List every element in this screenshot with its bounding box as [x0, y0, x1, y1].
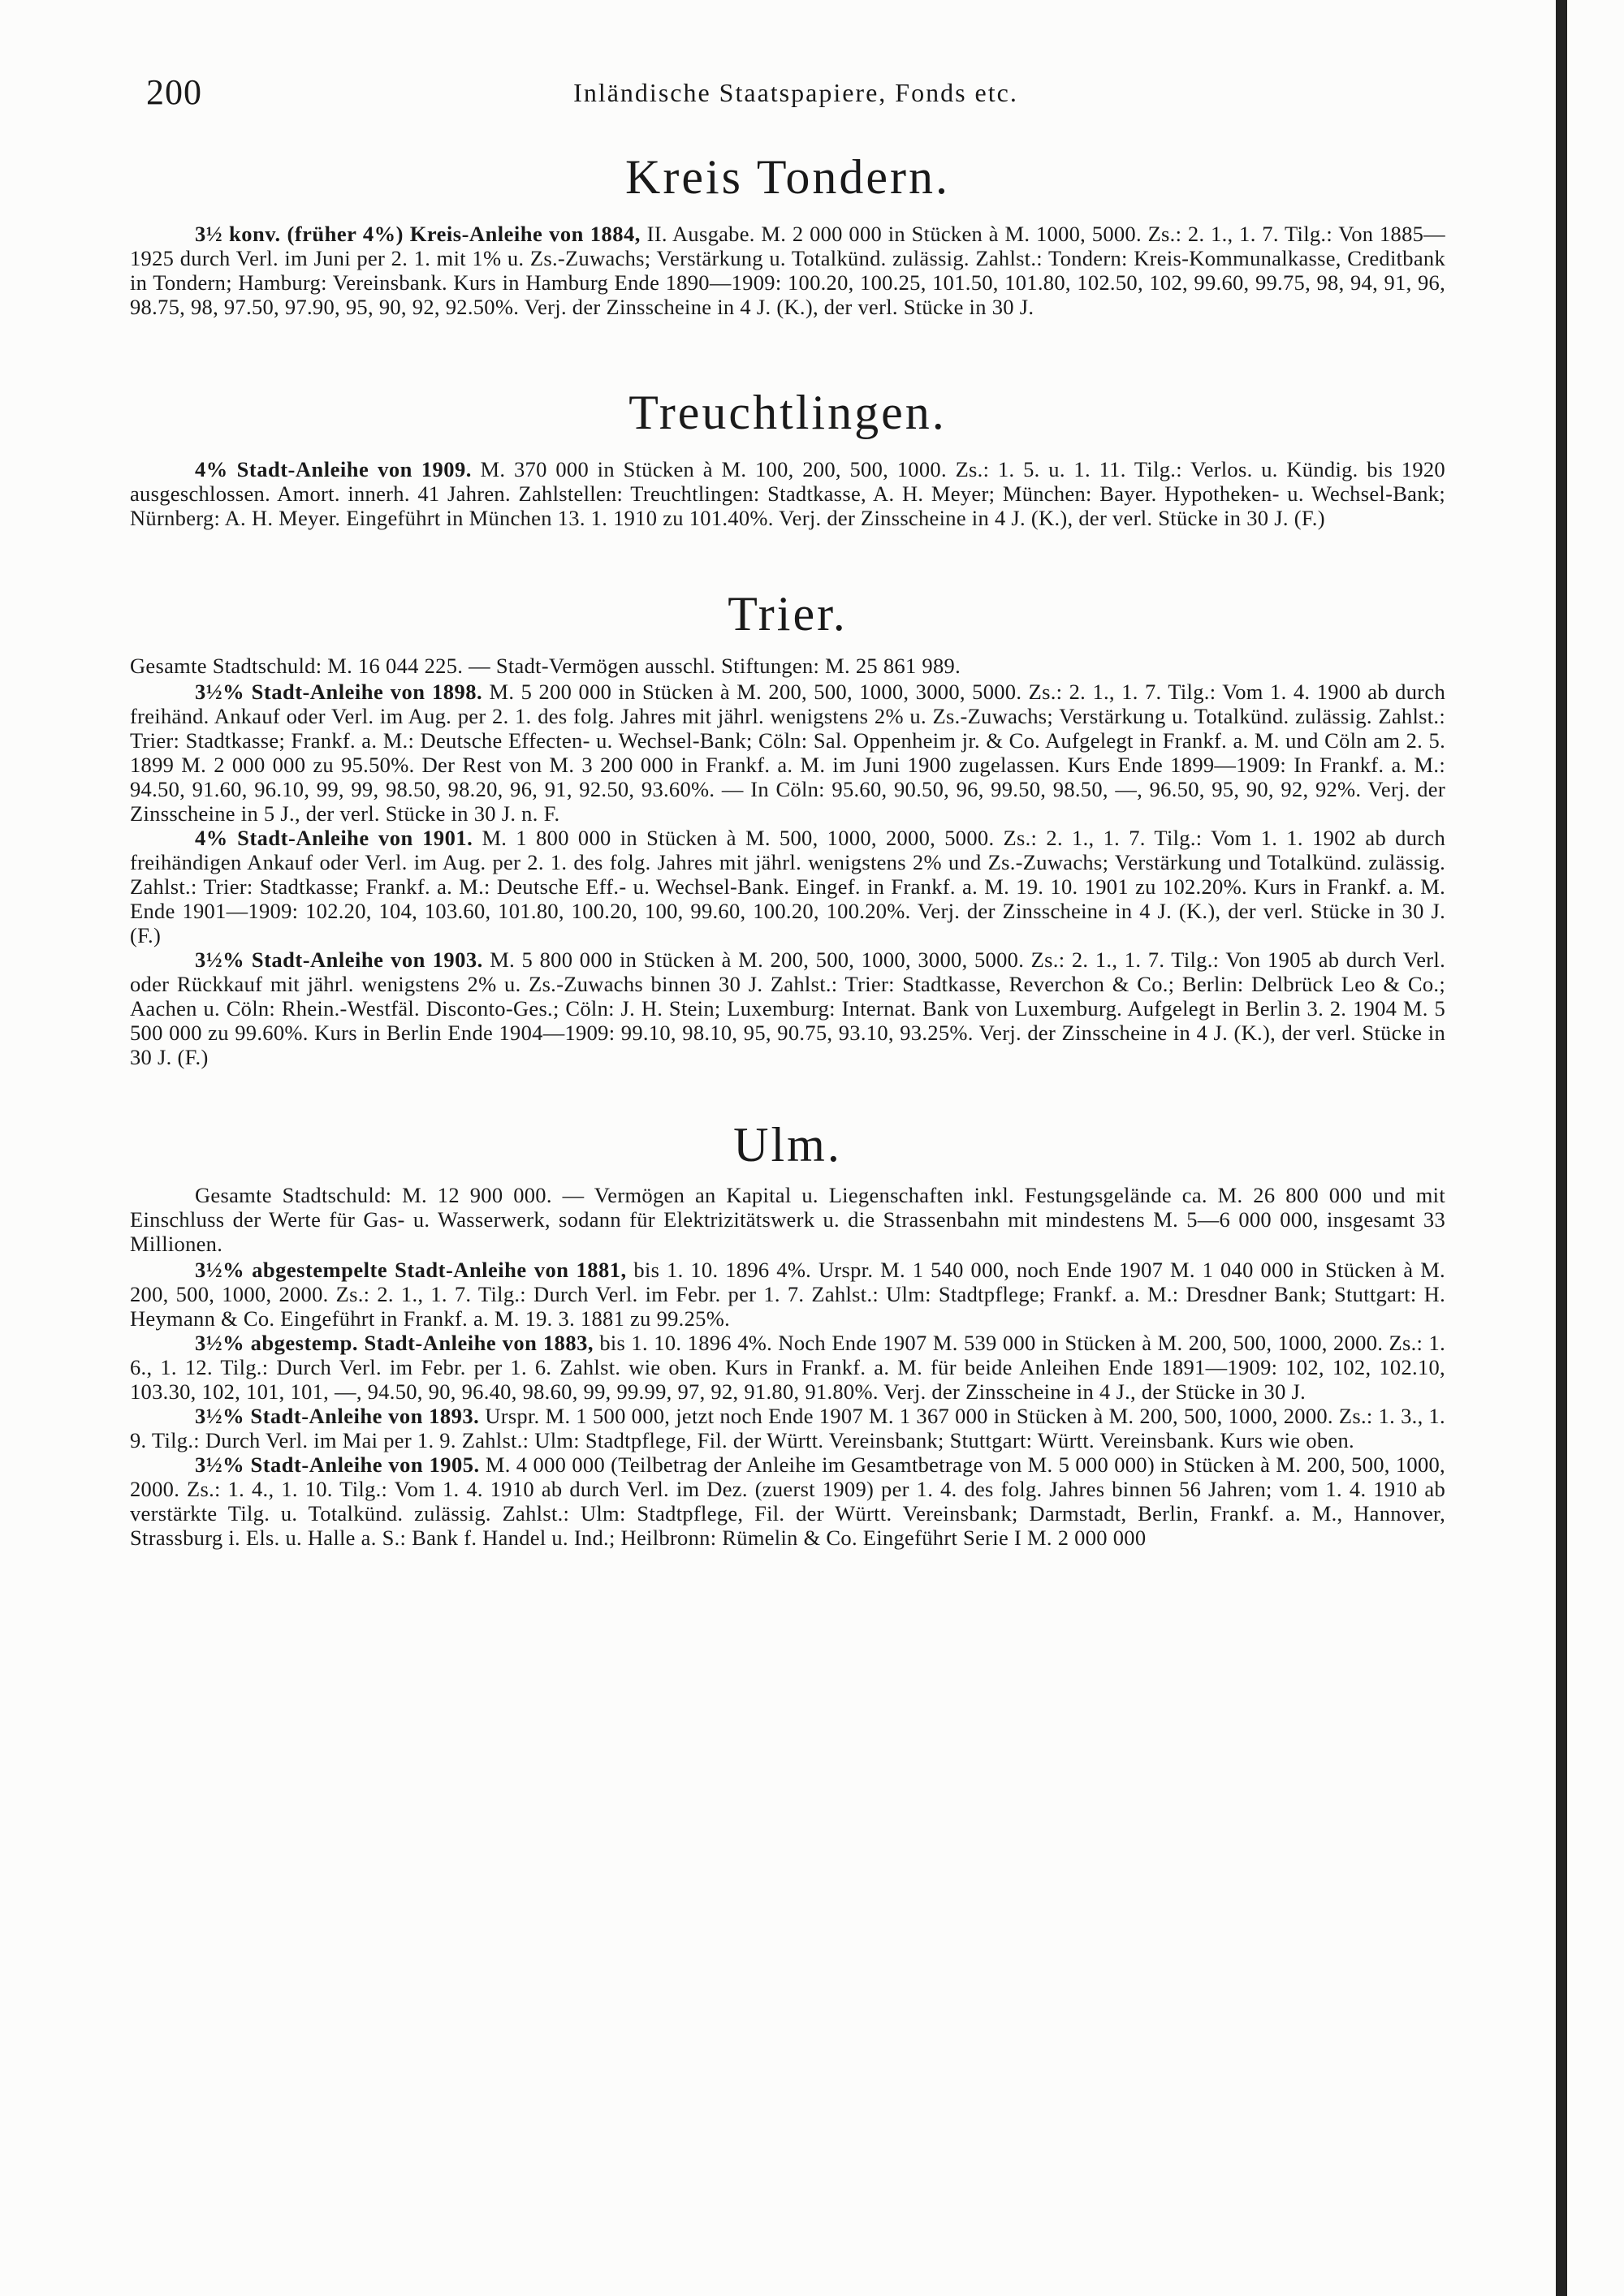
- section-ulm: [130, 1118, 1445, 1550]
- bond-entry: [130, 826, 1445, 947]
- section-trier: [130, 587, 1445, 1069]
- bond-text: M. 1 800 000 in Stücken à M. 500, 1000, 2000, 5000. Zs.: 2. 1., 1. 7. Tilg.: Vom 1. 1. 1902 ab durch freihändigen Ankauf oder Verl. im Aug. per 2. 1. des folg. Jahres mit jährl. wenigstens 2% und Zs.-Zuwachs; Verstärkung und Totalkünd. zulässig. Zahlst.: Trier: Stadtkasse; Frankf. a. M.: Deutsche Eff.- u. Wechsel-Bank. Eingef. in Frankf. a. M. 19. 10. 1901 zu 102.20%. Kurs in Frankf. a. M. Ende 1901—1909: 102.20, 104, 103.60, 101.80, 100.20, 100, 99.60, 100.20, 100.20%. Verj. der Zinsscheine in 4 J. (K.), der verl. Stücke in 30 J. (F.): [130, 826, 1445, 947]
- bond-title: 4% Stadt-Anleihe von 1901.: [195, 826, 473, 850]
- bond-text: M. 5 200 000 in Stücken à M. 200, 500, 1000, 3000, 5000. Zs.: 2. 1., 1. 7. Tilg.: Vom 1. 4. 1900 ab durch freihänd. Ankauf oder Verl. im Aug. per 2. 1. des folg. Jahres mit jährl. wenigstens 2% u. Zs.-Zuwachs; Verstärkung u. Totalkünd. zulässig. Zahlst.: Trier: Stadtkasse; Frankf. a. M.: Deutsche Effecten- u. Wechsel-Bank; Cöln: Sal. Oppenheim jr. & Co. Aufgelegt in Frankf. a. M. und Cöln am 2. 5. 1899 M. 2 000 000 zu 95.50%. Der Rest von M. 3 200 000 in Frankf. a. M. im Juni 1900 zugelassen. Kurs Ende 1899—1909: In Frankf. a. M.: 94.50, 91.60, 96.10, 99, 99, 98.50, 98.20, 96, 91, 92.50, 93.60%. — In Cöln: 95.60, 90.50, 96, 99.50, 98.50, —, 96.50, 95, 90, 92, 92%. Verj. der Zinsscheine in 5 J., der verl. Stücke in 30 J. n. F.: [130, 680, 1445, 826]
- bond-text: M. 370 000 in Stücken à M. 100, 200, 500, 1000. Zs.: 1. 5. u. 1. 11. Tilg.: Verlos. u. Kündig. bis 1920 ausgeschlossen. Amort. innerh. 41 Jahren. Zahlstellen: Treuchtlingen: Stadtkasse, A. H. Meyer; München: Bayer. Hypotheken- u. Wechsel-Bank; Nürnberg: A. H. Meyer. Eingeführt in München 13. 1. 1910 zu 101.40%. Verj. der Zinsscheine in 4 J. (K.), der verl. Stücke in 30 J. (F.): [130, 457, 1445, 530]
- bond-title: 3½% abgestempelte Stadt-Anleihe von 1881,: [195, 1258, 627, 1282]
- bond-entry: [130, 1331, 1445, 1404]
- bond-entry: [130, 1404, 1445, 1452]
- bond-text: II. Ausgabe. M. 2 000 000 in Stücken à M. 1000, 5000. Zs.: 2. 1., 1. 7. Tilg.: Von 1885—1925 durch Verl. im Juni per 2. 1. mit 1% u. Zs.-Zuwachs; Verstärkung u. Totalkünd. zulässig. Zahlst.: Tondern: Kreis-Kommunalkasse, Creditbank in Tondern; Hamburg: Vereinsbank. Kurs in Hamburg Ende 1890—1909: 100.20, 100.25, 101.50, 101.80, 102.50, 102, 99.60, 99.75, 98, 94, 91, 96, 98.75, 98, 97.50, 97.90, 95, 90, 92, 92.50%. Verj. der Zinsscheine in 4 J. (K.), der verl. Stücke in 30 J.: [130, 222, 1445, 319]
- page-edge-shadow: [1556, 0, 1567, 2296]
- bond-entry: [130, 680, 1445, 826]
- bond-entry: [130, 222, 1445, 319]
- page-number: 200: [146, 72, 202, 112]
- bond-title: 3½% Stadt-Anleihe von 1893.: [195, 1404, 480, 1428]
- bond-title: 3½% Stadt-Anleihe von 1905.: [195, 1452, 480, 1477]
- bond-text: M. 5 800 000 in Stücken à M. 200, 500, 1000, 3000, 5000. Zs.: 2. 1., 1. 7. Tilg.: Von 1905 ab durch Verl. oder Rückkauf mit jährl. wenigstens 2% u. Zs.-Zuwachs binnen 30 J. Zahlst.: Trier: Stadtkasse, Reverchon & Co.; Berlin: Delbrück Leo & Co.; Aachen u. Cöln: Rhein.-Westfäl. Disconto-Ges.; Cöln: J. H. Stein; Luxemburg: Internat. Bank von Luxemburg. Aufgelegt in Berlin 3. 2. 1904 M. 5 500 000 zu 99.60%. Kurs in Berlin Ende 1904—1909: 99.10, 98.10, 95, 90.75, 93.10, 93.25%. Verj. der Zinsscheine in 4 J. (K.), der verl. Stücke in 30 J. (F.): [130, 947, 1445, 1069]
- section-heading: Trier.: [728, 587, 848, 641]
- section-heading: Treuchtlingen.: [628, 386, 947, 439]
- section-heading: Kreis Tondern.: [625, 150, 950, 204]
- page-content: [130, 150, 1445, 1550]
- section-kreis-tondern: [130, 150, 1445, 319]
- bond-text: M. 4 000 000 (Teilbetrag der Anleihe im Gesamtbetrage von M. 5 000 000) in Stücken à M. 200, 500, 1000, 2000. Zs.: 1. 4., 1. 10. Tilg.: Vom 1. 4. 1910 ab durch Verl. im Dez. (zuerst 1909) per 1. 4. des folg. Jahres binnen 56 Jahren; vom 1. 4. 1910 ab verstärkte Tilg. u. Totalkünd. zulässig. Zahlst.: Ulm: Stadtpflege, Fil. der Württ. Vereinsbank; Darmstadt, Berlin, Frankf. a. M., Hannover, Strassburg i. Els. u. Halle a. S.: Bank f. Handel u. Ind.; Heilbronn: Rümelin & Co. Eingeführt Serie I M. 2 000 000: [130, 1452, 1445, 1550]
- section-heading: Ulm.: [733, 1118, 842, 1172]
- bond-entry: [130, 1258, 1445, 1331]
- bond-entry: [130, 1452, 1445, 1550]
- bond-text: bis 1. 10. 1896 4%. Noch Ende 1907 M. 539 000 in Stücken à M. 200, 500, 1000, 2000. Zs.: 1. 6., 1. 12. Tilg.: Durch Verl. im Febr. per 1. 6. Zahlst. wie oben. Kurs in Frankf. a. M. für beide Anleihen Ende 1891—1909: 102, 102, 102.10, 103.30, 102, 101, 101, —, 94.50, 90, 96.40, 98.60, 99, 99.99, 97, 92, 91.80, 91.80%. Verj. der Zinsscheine in 4 J., der Stücke in 30 J.: [130, 1331, 1445, 1404]
- bond-title: 3½% Stadt-Anleihe von 1898.: [195, 680, 483, 704]
- bond-title: 3½% abgestemp. Stadt-Anleihe von 1883,: [195, 1331, 594, 1355]
- running-title: Inländische Staatspapiere, Fonds etc.: [573, 78, 1018, 107]
- city-debt-summary: Gesamte Stadtschuld: M. 12 900 000. — Vermögen an Kapital u. Liegenschaften inkl. Festungsgelände ca. M. 26 800 000 und mit Einschluss der Werte für Gas- u. Wasserwerk, sodann für Elektrizitätswerk u. die Strassenbahn mit mindestens M. 5—6 000 000, insgesamt 33 Millionen.: [130, 1183, 1445, 1256]
- bond-entry: [130, 947, 1445, 1069]
- bond-text: bis 1. 10. 1896 4%. Urspr. M. 1 540 000, noch Ende 1907 M. 1 040 000 in Stücken à M. 200, 500, 1000, 2000. Zs.: 2. 1., 1. 7. Tilg.: Durch Verl. im Febr. per 1. 7. Zahlst.: Ulm: Stadtpflege; Frankf. a. M.: Dresdner Bank; Stuttgart: H. Heymann & Co. Eingeführt in Frankf. a. M. 19. 3. 1881 zu 99.25%.: [130, 1258, 1445, 1331]
- bond-title: 4% Stadt-Anleihe von 1909.: [195, 457, 472, 481]
- bond-text: Urspr. M. 1 500 000, jetzt noch Ende 1907 M. 1 367 000 in Stücken à M. 200, 500, 1000, 2000. Zs.: 1. 3., 1. 9. Tilg.: Durch Verl. im Mai per 1. 9. Zahlst.: Ulm: Stadtpflege, Fil. der Württ. Vereinsbank; Stuttgart: Württ. Vereinsbank. Kurs wie oben.: [130, 1404, 1445, 1452]
- section-treuchtlingen: [130, 386, 1445, 530]
- running-header: [146, 71, 1445, 120]
- city-debt-summary: Gesamte Stadtschuld: M. 16 044 225. — Stadt-Vermögen ausschl. Stiftungen: M. 25 861 989.: [130, 654, 961, 678]
- bond-entry: [130, 457, 1445, 530]
- bond-title: 3½% Stadt-Anleihe von 1903.: [195, 947, 483, 972]
- bond-title: 3½ konv. (früher 4%) Kreis-Anleihe von 1884,: [195, 222, 641, 246]
